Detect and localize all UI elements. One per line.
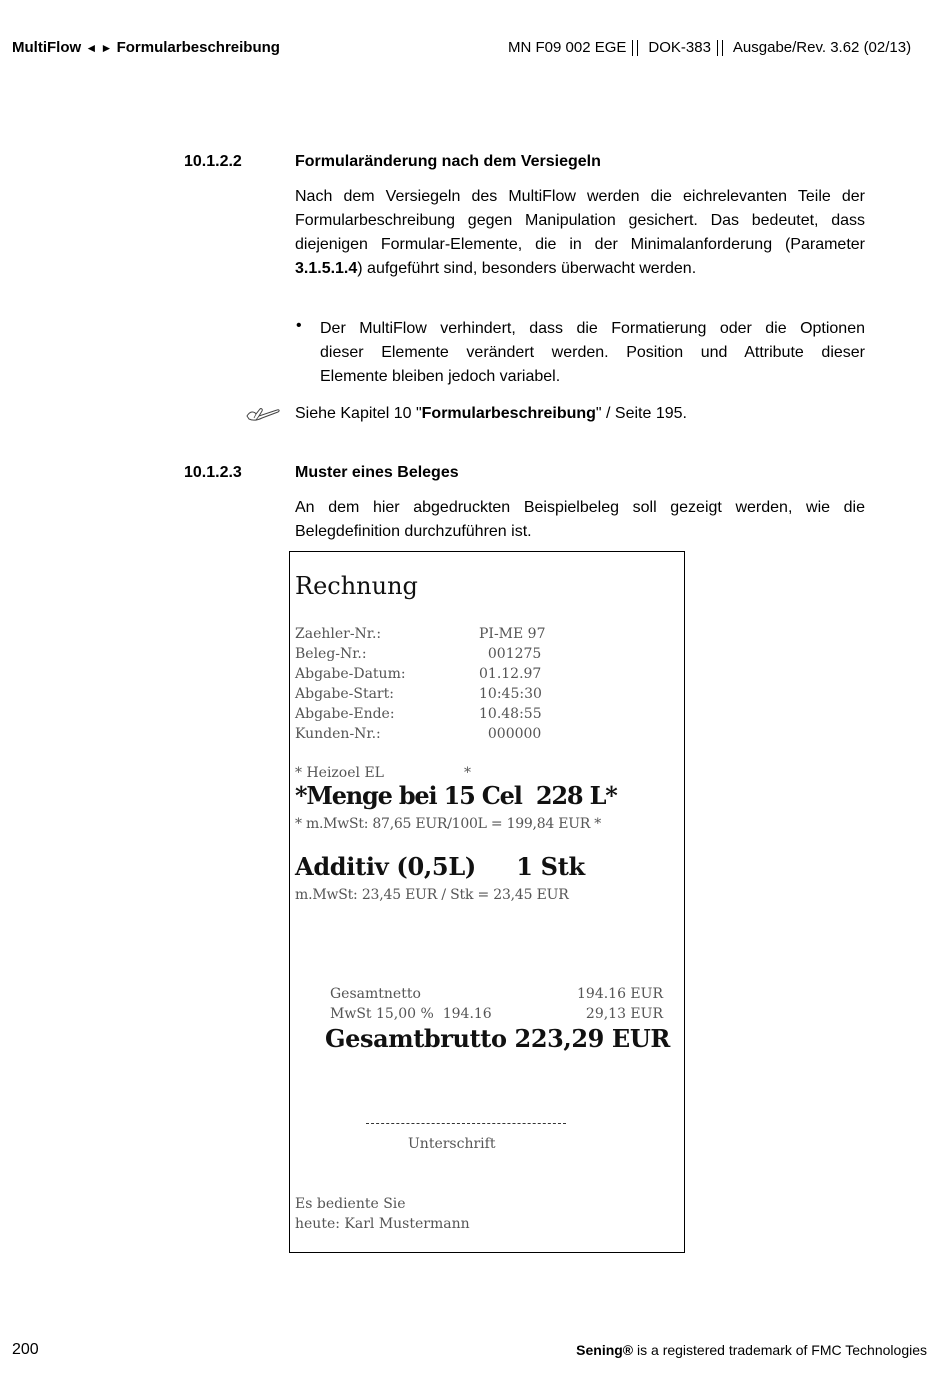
header-doc-id: MN F09 002 EGE: [508, 39, 627, 56]
header-chapter: Formularbeschreibung: [116, 39, 280, 56]
header-doc-info: [508, 39, 911, 56]
reference-prefix: Siehe Kapitel 10 ": [295, 405, 422, 422]
signature-label: Unterschrift: [408, 1136, 496, 1152]
paragraph-line: diejenigen Formular-Elemente, die in der Minimalanforderung (Parameter: [295, 236, 865, 253]
section-paragraph: [295, 185, 865, 281]
receipt-product-line: * Heizoel EL *: [295, 765, 472, 781]
receipt-additive-price-line: m.MwSt: 23,45 EUR / Stk = 23,45 EUR: [295, 887, 569, 903]
receipt-field-value: 001275: [479, 646, 542, 662]
receipt-gross-line: Gesamtbrutto 223,29 EUR: [325, 1024, 670, 1053]
bullet-line: dieser Elemente verändert werden. Position und Attribute dieser: [320, 344, 865, 361]
receipt-field-value: PI-ME 97: [479, 626, 546, 642]
chapter-reference: [295, 402, 687, 426]
receipt-field-value: 01.12.97: [479, 666, 542, 682]
bullet-line: Elemente bleiben jedoch variabel.: [320, 368, 561, 385]
paragraph-line: Formularbeschreibung gegen Manipulation gesichert. Das bedeutet, dass: [295, 212, 865, 229]
receipt-net-value: 194.16 EUR: [577, 986, 663, 1002]
trademark-text: is a registered trademark of FMC Technologies: [633, 1342, 927, 1358]
trademark-brand: Sening®: [576, 1342, 634, 1358]
receipt-quantity-line: *Menge bei 15 Cel 228 L*: [295, 781, 617, 810]
receipt-field-label: Abgabe-Datum:: [295, 666, 406, 682]
receipt-field-value: 10.48:55: [479, 706, 542, 722]
receipt-additive-line: Additiv (0,5L) 1 Stk: [295, 852, 585, 881]
pointing-hand-icon: [246, 405, 280, 423]
sample-receipt: [289, 551, 685, 1253]
bullet-icon: •: [296, 317, 302, 334]
paragraph-text: ) aufgeführt sind, besonders überwacht werden.: [357, 260, 697, 277]
header-separator: [632, 40, 638, 56]
section-number: 10.1.2.3: [184, 464, 242, 481]
header-title: [12, 39, 280, 56]
header-doc-ref: DOK-383: [648, 39, 711, 56]
header-arrows: ◄ ►: [85, 41, 113, 55]
receipt-title: Rechnung: [295, 572, 418, 600]
receipt-price-line: * m.MwSt: 87,65 EUR/100L = 199,84 EUR *: [295, 816, 602, 832]
bullet-item: [320, 317, 865, 389]
receipt-field-label: Zaehler-Nr.:: [295, 626, 382, 642]
receipt-net-label: Gesamtnetto: [330, 986, 421, 1002]
receipt-field-label: Beleg-Nr.:: [295, 646, 367, 662]
receipt-field-value: 10:45:30: [479, 686, 542, 702]
receipt-vat-value: 29,13 EUR: [585, 1006, 663, 1022]
receipt-served-line: heute: Karl Mustermann: [295, 1216, 470, 1232]
receipt-field-value: 000000: [479, 726, 542, 742]
section-title: Formularänderung nach dem Versiegeln: [295, 153, 601, 170]
section-number: 10.1.2.2: [184, 153, 242, 170]
paragraph-line: [295, 257, 865, 281]
paragraph-line: Nach dem Versiegeln des MultiFlow werden die eichrelevanten Teile der: [295, 188, 865, 205]
receipt-served-line: Es bediente Sie: [295, 1196, 406, 1212]
receipt-vat-label: MwSt 15,00 % 194.16: [330, 1006, 492, 1022]
paragraph-line: Belegdefinition durchzuführen ist.: [295, 523, 532, 540]
page-number: 200: [12, 1341, 39, 1358]
paragraph-line: An dem hier abgedruckten Beispielbeleg soll gezeigt werden, wie die: [295, 499, 865, 516]
parameter-reference: 3.1.5.1.4: [295, 260, 358, 277]
receipt-field-label: Abgabe-Ende:: [295, 706, 395, 722]
header-revision: Ausgabe/Rev. 3.62 (02/13): [732, 39, 912, 56]
bullet-line: Der MultiFlow verhindert, dass die Formatierung oder die Optionen: [320, 320, 865, 337]
reference-chapter: Formularbeschreibung: [421, 405, 596, 422]
trademark-notice: [576, 1342, 927, 1358]
receipt-field-label: Kunden-Nr.:: [295, 726, 381, 742]
signature-line: [366, 1123, 566, 1124]
receipt-field-label: Abgabe-Start:: [295, 686, 394, 702]
header-separator: [717, 40, 723, 56]
header-product: MultiFlow: [12, 39, 82, 56]
section-title: Muster eines Beleges: [295, 464, 459, 481]
reference-suffix: " / Seite 195.: [595, 405, 687, 422]
section-paragraph: [295, 496, 865, 544]
